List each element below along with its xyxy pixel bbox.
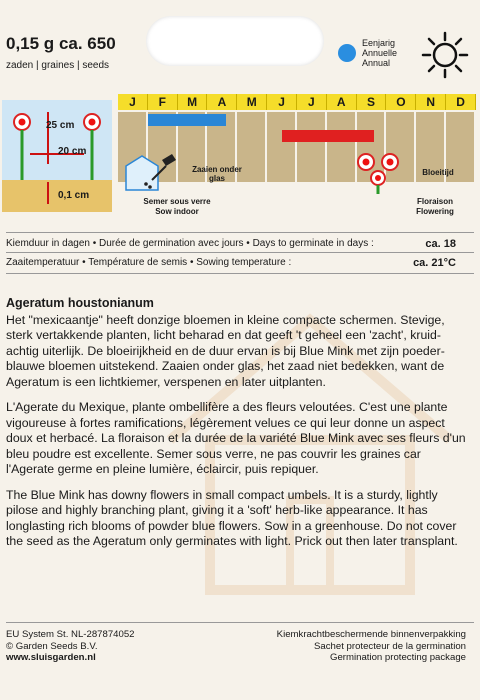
- eu-system-code: EU System St. NL-287874052: [6, 629, 135, 640]
- month-aug: A: [327, 94, 357, 110]
- temperature-row: [6, 257, 474, 268]
- month-sep: S: [357, 94, 387, 110]
- month-oct: O: [386, 94, 416, 110]
- plant-spacing-diagram: [2, 100, 112, 212]
- description-fr: L'Agerate du Mexique, plante ombellifère a des fleurs veloutées. C'est une plante vigoureuse à fortes ramifications, légèrement velues ce qui leur donne un aspect doux et herbacé. La floraison et la durée de la variété Blue Mink avec ses fleurs d'un bleu poudre est excellente. Semer sous verre, ne pas couvrir les graines car l'Agerate germe en pleine lumière, éclaircir, puis repiquer.: [6, 400, 466, 476]
- seed-count: ca. 650: [58, 34, 116, 53]
- description: [6, 296, 472, 560]
- weight-value: 0,15 g: [6, 34, 55, 53]
- description-nl: Het "mexicaantje" heeft donzige bloemen in kleine compacte schermen. Stevige, sterk vertakkende planten, licht beharad en dat geeft 't geheel een 'zacht', kruid-achtig uiterlijk. De bloeirijkheid en de duur ervan is bij Blue Mink met zijn poeder-blauwe bloemen uitstekend. Zaaien onder glas, het zaad niet bedekken, want de Ageratum is een lichtkiemer, verspenen en later uitplanten.: [6, 312, 445, 389]
- footer-right: [277, 629, 466, 664]
- sun-icon: [420, 30, 470, 80]
- month-nov: N: [416, 94, 446, 110]
- month-jul: J: [297, 94, 327, 110]
- divider: [6, 252, 474, 253]
- copyright: © Garden Seeds B.V.: [6, 640, 98, 652]
- annual-en: Annual: [362, 58, 391, 68]
- description-en: The Blue Mink has downy flowers in small compact umbels. It is a sturdy, lightly pilose and highly branching plant, giving it a 'soft' herb-like appearance. It has longlasting rich blooms of powder blue flowers. Sow in a greenhouse. Do not cover the seed as the Ageratum only germinates with light. Prick out then later transplant.: [6, 487, 458, 548]
- flowering-period-bar: [282, 130, 374, 142]
- divider: [6, 273, 474, 274]
- annual-fr: Annuelle: [362, 48, 398, 58]
- packet-window: [146, 16, 324, 66]
- species-name: Ageratum houstonianum: [6, 296, 154, 310]
- divider: [6, 232, 474, 233]
- package-note-fr: Sachet protecteur de la germination: [314, 640, 466, 652]
- annual-dot-icon: [338, 44, 356, 62]
- flowering-en: Flowering: [416, 207, 454, 216]
- weight-count: [6, 34, 116, 54]
- depth-label: 0,1 cm: [58, 190, 90, 201]
- month-dec: D: [446, 94, 476, 110]
- flowering-icon: [352, 150, 404, 194]
- sow-indoor-icon: [122, 150, 182, 194]
- height-label: 25 cm: [46, 120, 75, 131]
- sow-indoor-nl: Zaaien onder glas: [192, 165, 242, 183]
- package-note-en: Germination protecting package: [330, 652, 466, 663]
- germination-value: ca. 18: [425, 238, 456, 250]
- month-apr: A: [207, 94, 237, 110]
- month-mar: M: [178, 94, 208, 110]
- website-link[interactable]: www.sluisgarden.nl: [6, 652, 96, 663]
- footer-left: [6, 629, 135, 664]
- germination-label: Kiemduur in dagen • Durée de germination avec jours • Days to germinate in days :: [6, 238, 374, 249]
- seed-words: zaden | graines | seeds: [6, 60, 110, 71]
- sowing-period-bar: [148, 114, 226, 126]
- cell: [327, 112, 355, 182]
- temperature-label: Zaaitemperatuur • Température de semis • Sowing temperature :: [6, 257, 292, 268]
- flowering-fr: Floraison: [416, 197, 453, 206]
- germination-row: [6, 238, 474, 249]
- cell: [267, 112, 295, 182]
- flowering-nl: Bloeitijd: [422, 168, 454, 177]
- month-may: M: [237, 94, 267, 110]
- sow-indoor-fr: Semer sous verre: [143, 197, 211, 206]
- month-jan: J: [118, 94, 148, 110]
- spacing-label: 20 cm: [58, 146, 87, 157]
- cell: [297, 112, 325, 182]
- annual-label: [362, 38, 397, 68]
- divider: [6, 622, 474, 623]
- package-note-nl: Kiemkrachtbeschermende binnenverpakking: [276, 629, 466, 640]
- sow-indoor-en: Sow indoor: [155, 207, 199, 216]
- annual-nl: Eenjarig: [362, 38, 396, 48]
- month-jun: J: [267, 94, 297, 110]
- temperature-value: ca. 21°C: [413, 257, 456, 269]
- month-row: [118, 94, 476, 110]
- month-feb: F: [148, 94, 178, 110]
